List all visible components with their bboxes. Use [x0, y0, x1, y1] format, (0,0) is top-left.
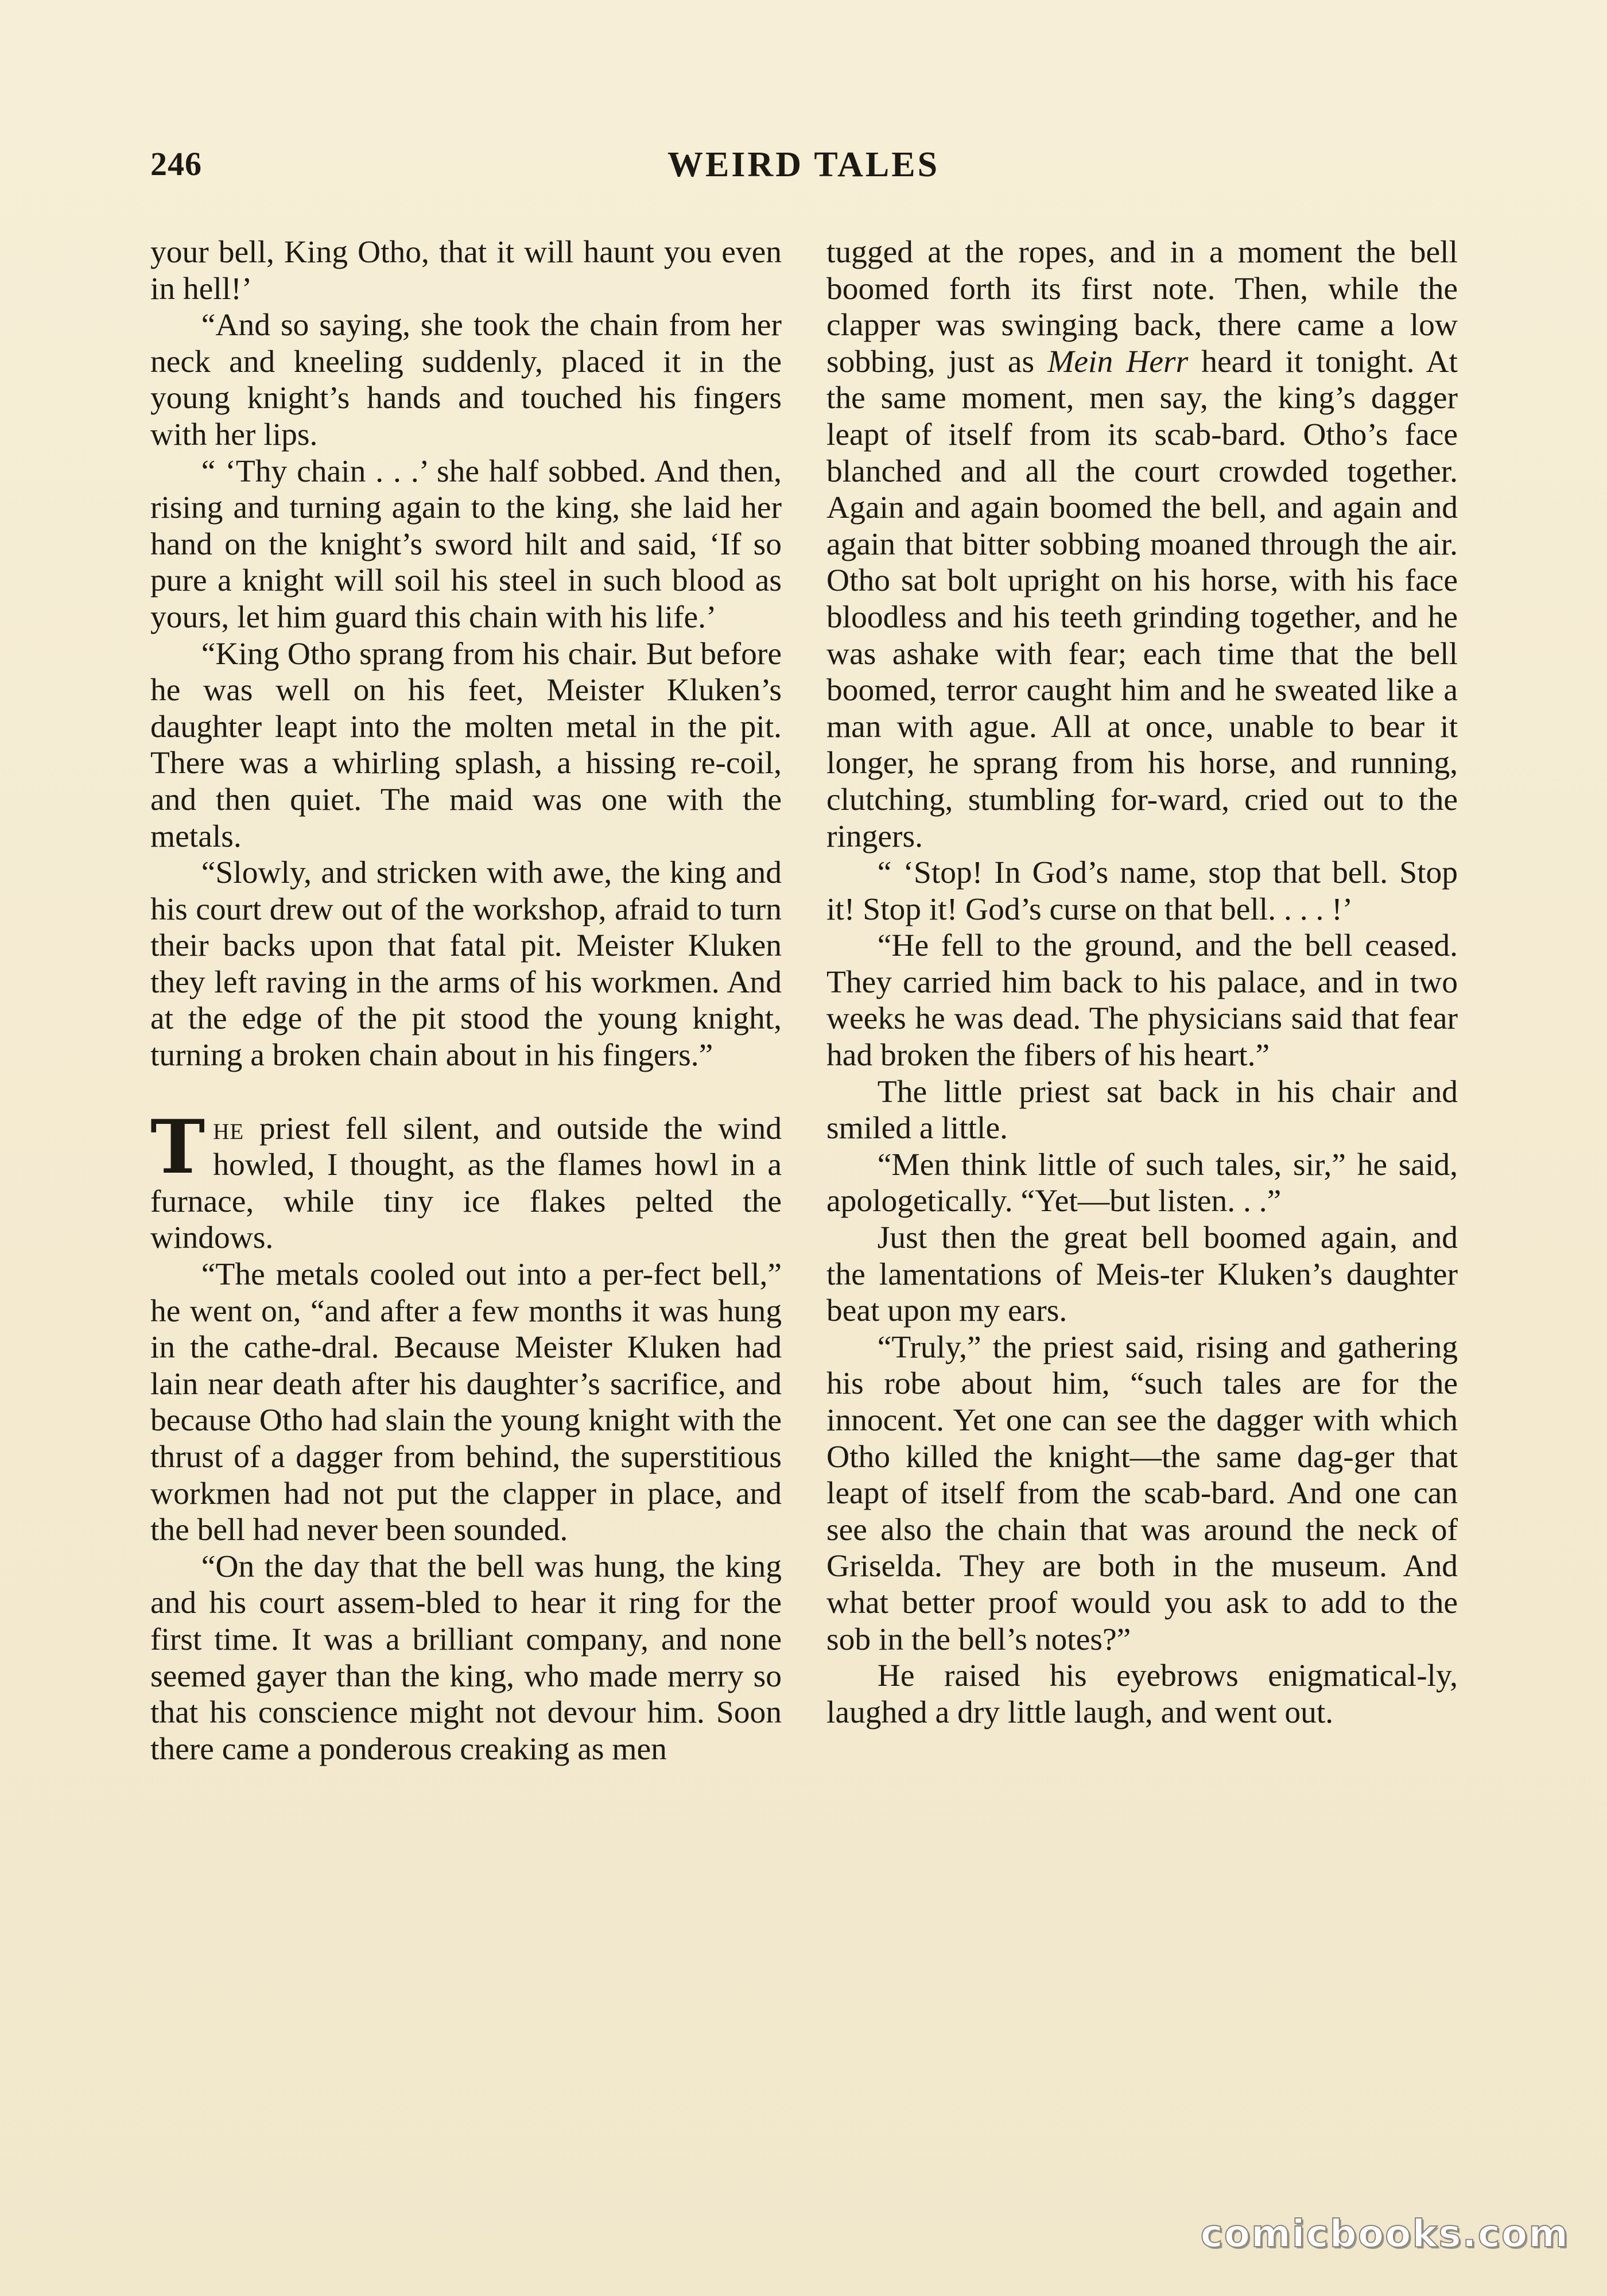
paragraph: “Men think little of such tales, sir,” he said, apologetically. “Yet—but listen. . .” [826, 1147, 1458, 1219]
paragraph: The little priest sat back in his chair and smiled a little. [826, 1074, 1458, 1146]
paragraph: He raised his eyebrows enigmatical-ly, laughed a dry little laugh, and went out. [826, 1658, 1458, 1730]
paragraph: “ ‘Thy chain . . .’ she half sobbed. And then, rising and turning again to the king, she laid her hand on the knight’s sword hilt and said, ‘If so pure a knight will soil his steel in such blood as yours, let him guard this chain with his life.’ [150, 453, 782, 635]
paragraph: “The metals cooled out into a per-fect bell,” he went on, “and after a few months it was hung in the cathe-dral. Because Meister Kluken had lain near death after his daughter’s sacrifice, and because Otho had slain the young knight with the thrust of a dagger from behind, the superstitious workmen had not put the clapper in place, and the bell had never been sounded. [150, 1257, 782, 1548]
paragraph: “ ‘Stop! In God’s name, stop that bell. Stop it! Stop it! God’s curse on that bell. . . . !’ [826, 855, 1458, 927]
paragraph: Just then the great bell boomed again, and the lamentations of Meis-ter Kluken’s daughter beat upon my ears. [826, 1220, 1458, 1329]
right-column [826, 234, 1458, 1731]
paragraph-text: tugged at the ropes, and in a moment the bell boomed forth its first note. Then, while the clapper was swinging back, there came a low sobbing, just as [826, 235, 1458, 379]
italic-text: Mein Herr [1047, 344, 1189, 379]
paragraph: your bell, King Otho, that it will haunt you even in hell!’ [150, 235, 782, 307]
paragraph [826, 234, 1458, 855]
running-title: WEIRD TALES [667, 145, 940, 184]
paragraph: “Truly,” the priest said, rising and gathering his robe about him, “such tales are for the innocent. Yet one can see the dagger with which Otho killed the knight—the same dag-ger that leapt of itself from the scab-bard. And one can see also the chain that was around the neck of Griselda. They are both in the museum. And what better proof would you ask to add to the sob in the bell’s notes?” [826, 1329, 1458, 1657]
paragraph-text: heard it tonight. At the same moment, men say, the king’s dagger leapt of itself from its scab-bard. Otho’s face blanched and all the court crowded together. Again and again boomed the bell, and again and again that bitter sobbing moaned through the air. Otho sat bolt upright on his horse, with his face bloodless and his teeth grinding together, and he was ashake with fear; each time that the bell boomed, terror caught him and he sweated like a man with ague. All at once, unable to bear it longer, he sprang from his horse, and running, clutching, stumbling for-ward, cried out to the ringers. [826, 344, 1458, 854]
small-caps-text: he [213, 1111, 244, 1146]
paragraph-text: priest fell silent, and outside the wind howled, I thought, as the flames howl in a furnace, while tiny ice flakes pelted the windows. [150, 1111, 782, 1256]
left-column [150, 234, 782, 1767]
watermark-logo: comicbooks.com [1200, 2212, 1569, 2256]
paragraph: “King Otho sprang from his chair. But before he was well on his feet, Meister Kluken’s daughter leapt into the molten metal in the pit. There was a whirling splash, a hissing re-coil, and then quiet. The maid was one with the metals. [150, 636, 782, 854]
section-opening-paragraph [150, 1104, 782, 1256]
page-header [150, 145, 1457, 191]
page-number: 246 [150, 145, 202, 183]
paragraph: “And so saying, she took the chain from her neck and kneeling suddenly, placed it in the young knight’s hands and touched his fingers with her lips. [150, 308, 782, 452]
paragraph: “Slowly, and stricken with awe, the king and his court drew out of the workshop, afraid to turn their backs upon that fatal pit. Meister Kluken they left raving in the arms of his workmen. And at the edge of the pit stood the young knight, turning a broken chain about in his fingers.” [150, 855, 782, 1073]
paragraph: “He fell to the ground, and the bell ceased. They carried him back to his palace, and in two weeks he was dead. The physicians said that fear had broken the fibers of his heart.” [826, 928, 1458, 1073]
drop-cap: T [150, 1104, 205, 1190]
paragraph: “On the day that the bell was hung, the king and his court assem-bled to hear it ring for the first time. It was a brilliant company, and none seemed gayer than the king, who made merry so that his conscience might not devour him. Soon there came a ponderous creaking as men [150, 1549, 782, 1767]
